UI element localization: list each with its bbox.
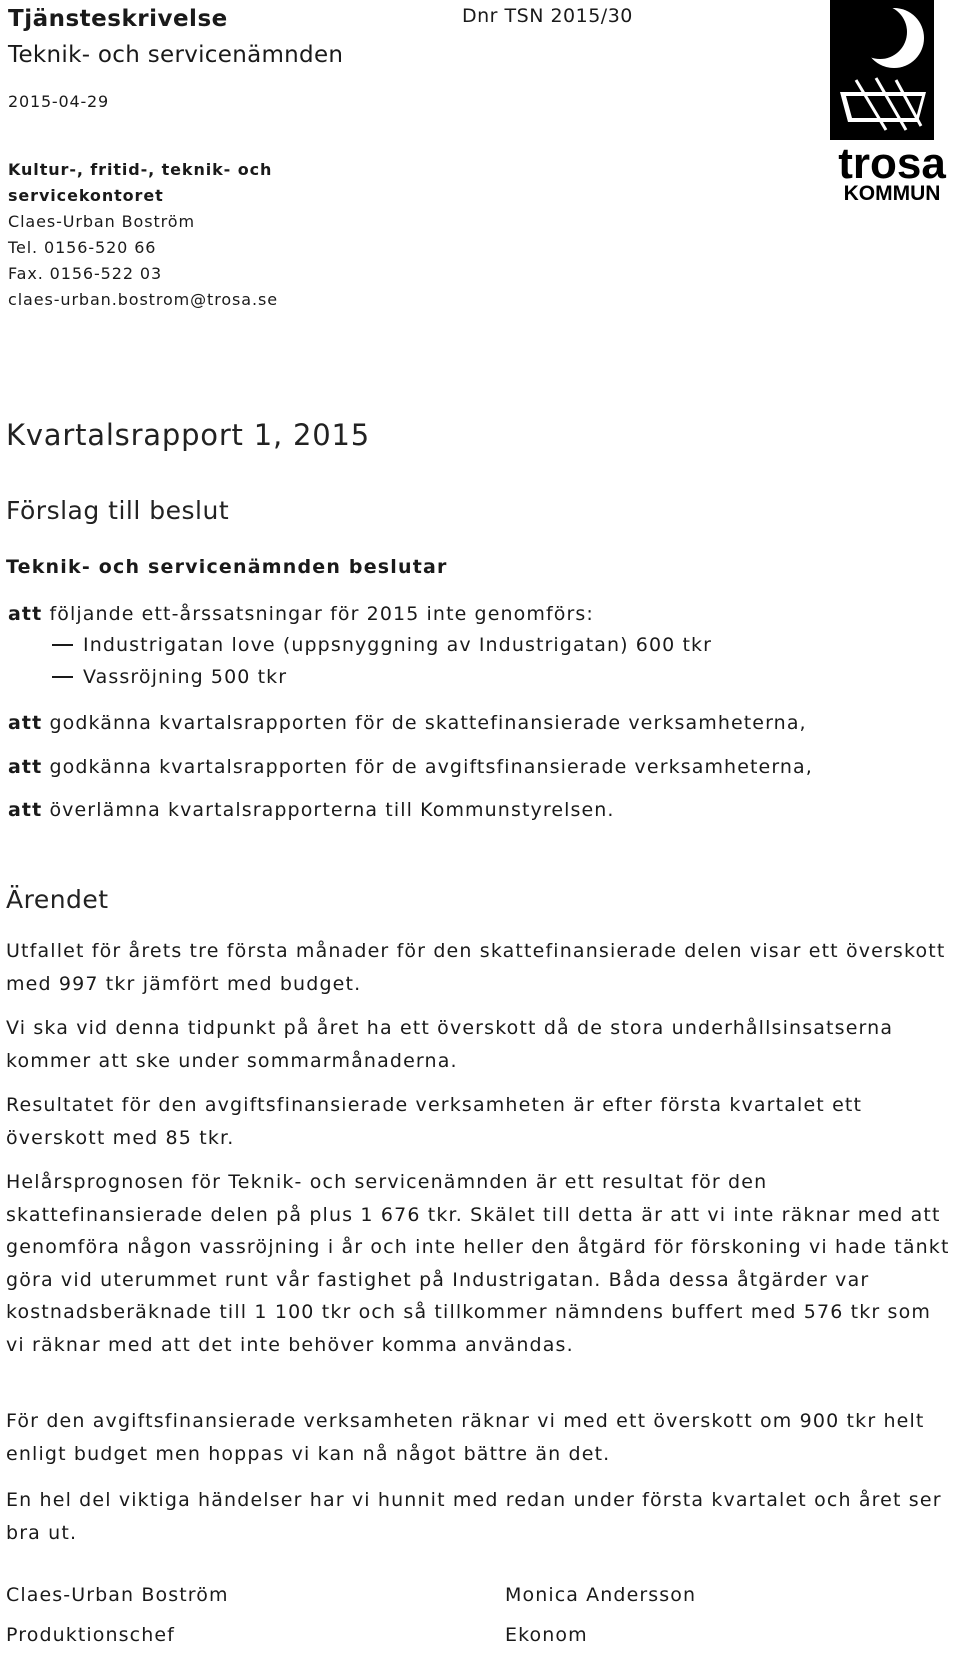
decision-keyword: att (8, 799, 43, 821)
decision-text: godkänna kvartalsrapporten för de avgiftsfinansierade verksamheterna, (49, 756, 813, 778)
decision-intro: Teknik- och servicenämnden beslutar (6, 556, 448, 578)
sender-email: claes-urban.bostrom@trosa.se (8, 290, 278, 309)
sender-name: Claes-Urban Boström (8, 212, 195, 231)
sender-office (8, 157, 272, 209)
sender-details (8, 209, 278, 313)
decision-item (8, 756, 813, 778)
matter-paragraph: Helårsprognosen för Teknik- och servicenämnden är ett resultat för den skattefinansierade delen på plus 1 676 tkr. Skälet till detta är att vi inte räknar med att genomföra någon vassröjning i år och inte heller den åtgärd för förskoning vi hade tänkt göra vid uterummet runt vår fastighet på Industrigatan. Båda dessa åtgärder var kostnadsberäknade till 1 100 tkr och så tillkommer nämndens buffert med 576 tkr som vi räknar med att det inte behöver komma användas. (6, 1171, 950, 1356)
sender-office-line2: servicekontoret (8, 186, 164, 205)
matter-paragraph: En hel del viktiga händelser har vi hunnit med redan under första kvartalet och året ser bra ut. (6, 1489, 942, 1544)
sender-fax: Fax. 0156-522 03 (8, 264, 163, 283)
sub-item-text: Industrigatan love (uppsnyggning av Industrigatan) 600 tkr (83, 634, 713, 656)
logo-text-sub: KOMMUN (843, 182, 941, 205)
decision-item (8, 799, 615, 821)
decision-item (8, 712, 807, 734)
decision-text: följande ett-årssatsningar för 2015 inte genomförs: (49, 603, 594, 625)
sender-office-line1: Kultur-, fritid-, teknik- och (8, 160, 273, 179)
committee-name: Teknik- och servicenämnden (8, 42, 344, 68)
trosa-kommun-logo (826, 0, 957, 206)
decision-keyword: att (8, 712, 43, 734)
dash-bullet (52, 644, 73, 646)
decision-keyword: att (8, 756, 43, 778)
decision-sub-item (52, 634, 712, 656)
sub-item-text: Vassröjning 500 tkr (83, 666, 288, 688)
matter-paragraph: Resultatet för den avgiftsfinansierade verksamheten är efter första kvartalet ett överskott med 85 tkr. (6, 1094, 863, 1149)
dash-bullet (52, 676, 73, 678)
signature-title: Ekonom (505, 1624, 588, 1646)
decision-text: godkänna kvartalsrapporten för de skattefinansierade verksamheterna, (49, 712, 807, 734)
document-type: Tjänsteskrivelse (8, 6, 228, 32)
matter-paragraph: Vi ska vid denna tidpunkt på året ha ett överskott då de stora underhållsinsatserna kommer att ske under sommarmånaderna. (6, 1017, 894, 1072)
registration-number: Dnr TSN 2015/30 (462, 5, 633, 27)
matter-paragraph: Utfallet för årets tre första månader för den skattefinansierade delen visar ett överskott med 997 tkr jämfört med budget. (6, 940, 946, 995)
decision-sub-item (52, 666, 287, 688)
signature-title: Produktionschef (6, 1624, 175, 1646)
matter-heading: Ärendet (6, 885, 109, 914)
decision-text: överlämna kvartalsrapporterna till Kommunstyrelsen. (49, 799, 615, 821)
document-date: 2015-04-29 (8, 92, 109, 111)
sender-tel: Tel. 0156-520 66 (8, 238, 157, 257)
decision-keyword: att (8, 603, 43, 625)
decision-item (8, 603, 594, 625)
page-title: Kvartalsrapport 1, 2015 (6, 418, 371, 452)
logo-text-main: trosa (838, 139, 946, 188)
matter-paragraph: För den avgiftsfinansierade verksamheten räknar vi med ett överskott om 900 tkr helt enligt budget men hoppas vi kan nå något bättre än det. (6, 1410, 925, 1465)
signature-name: Monica Andersson (505, 1584, 697, 1606)
signature-name: Claes-Urban Boström (6, 1584, 229, 1606)
proposal-heading: Förslag till beslut (6, 496, 230, 525)
